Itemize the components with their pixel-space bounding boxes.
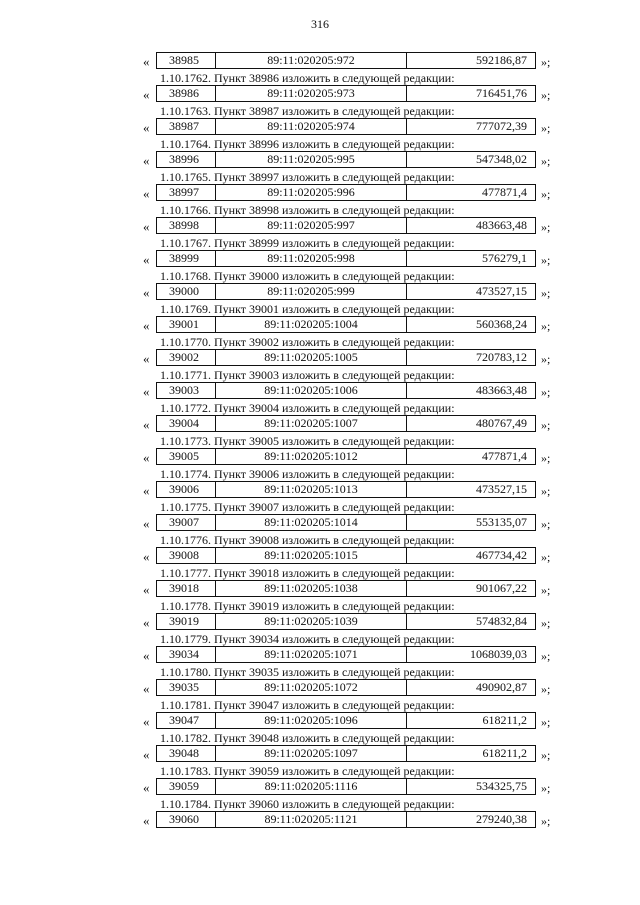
- cadastral-number-cell: 89:11:020205:1004: [216, 317, 407, 332]
- value-cell: 716451,76: [476, 86, 527, 100]
- closing-quote: »;: [541, 286, 551, 300]
- table-cells: [156, 184, 536, 201]
- value-cell: 576279,1: [482, 251, 527, 265]
- table-cells: [156, 481, 536, 498]
- opening-quote: «: [143, 120, 150, 135]
- table-row: [0, 250, 640, 269]
- amendment-instruction: 1.10.1783. Пункт 39059 изложить в следующей редакции:: [160, 764, 455, 778]
- table-cells: [156, 283, 536, 300]
- amendment-instruction: 1.10.1769. Пункт 39001 изложить в следующей редакции:: [160, 302, 455, 316]
- value-cell: 490902,87: [476, 680, 527, 694]
- table-row: [0, 679, 640, 698]
- item-number-cell: 38998: [157, 218, 216, 233]
- table-cells: [156, 217, 536, 234]
- table-cells: [156, 613, 536, 630]
- document-body: [0, 52, 640, 830]
- closing-quote: »;: [541, 715, 551, 729]
- opening-quote: «: [143, 681, 150, 696]
- value-cell: 1068039,03: [470, 647, 527, 661]
- item-number-cell: 38987: [157, 119, 216, 134]
- amendment-instruction: 1.10.1778. Пункт 39019 изложить в следующей редакции:: [160, 599, 455, 613]
- amendment-instruction: 1.10.1764. Пункт 38996 изложить в следующей редакции:: [160, 137, 455, 151]
- value-cell: 467734,42: [476, 548, 527, 562]
- amendment-instruction: 1.10.1770. Пункт 39002 изложить в следующей редакции:: [160, 335, 455, 349]
- table-row: [0, 52, 640, 71]
- value-cell: 473527,15: [476, 284, 527, 298]
- item-number-cell: 38999: [157, 251, 216, 266]
- item-number-cell: 39005: [157, 449, 216, 464]
- opening-quote: «: [143, 582, 150, 597]
- item-number-cell: 39001: [157, 317, 216, 332]
- closing-quote: »;: [541, 418, 551, 432]
- cadastral-number-cell: 89:11:020205:1096: [216, 713, 407, 728]
- cadastral-number-cell: 89:11:020205:974: [216, 119, 407, 134]
- cadastral-number-cell: 89:11:020205:998: [216, 251, 407, 266]
- item-number-cell: 39035: [157, 680, 216, 695]
- value-cell: 777072,39: [476, 119, 527, 133]
- opening-quote: «: [143, 417, 150, 432]
- cadastral-number-cell: 89:11:020205:1116: [216, 779, 407, 794]
- table-cells: [156, 415, 536, 432]
- table-cells: [156, 712, 536, 729]
- table-cells: [156, 448, 536, 465]
- table-cells: [156, 382, 536, 399]
- item-number-cell: 39004: [157, 416, 216, 431]
- amendment-instruction: 1.10.1777. Пункт 39018 изложить в следующей редакции:: [160, 566, 455, 580]
- table-row: [0, 712, 640, 731]
- table-cells: [156, 745, 536, 762]
- opening-quote: «: [143, 516, 150, 531]
- opening-quote: «: [143, 318, 150, 333]
- cadastral-number-cell: 89:11:020205:1005: [216, 350, 407, 365]
- cadastral-number-cell: 89:11:020205:1038: [216, 581, 407, 596]
- item-number-cell: 39047: [157, 713, 216, 728]
- amendment-instruction: 1.10.1782. Пункт 39048 изложить в следующей редакции:: [160, 731, 455, 745]
- item-number-cell: 39007: [157, 515, 216, 530]
- table-row: [0, 316, 640, 335]
- table-row: [0, 547, 640, 566]
- value-cell: 592186,87: [476, 53, 527, 67]
- closing-quote: »;: [541, 583, 551, 597]
- table-row: [0, 85, 640, 104]
- table-cells: [156, 118, 536, 135]
- cadastral-number-cell: 89:11:020205:999: [216, 284, 407, 299]
- closing-quote: »;: [541, 517, 551, 531]
- value-cell: 483663,48: [476, 218, 527, 232]
- amendment-instruction: 1.10.1780. Пункт 39035 изложить в следующей редакции:: [160, 665, 455, 679]
- cadastral-number-cell: 89:11:020205:1012: [216, 449, 407, 464]
- closing-quote: »;: [541, 616, 551, 630]
- opening-quote: «: [143, 450, 150, 465]
- value-cell: 483663,48: [476, 383, 527, 397]
- amendment-instruction: 1.10.1784. Пункт 39060 изложить в следующей редакции:: [160, 797, 455, 811]
- table-row: [0, 151, 640, 170]
- table-row: [0, 778, 640, 797]
- cadastral-number-cell: 89:11:020205:1072: [216, 680, 407, 695]
- opening-quote: «: [143, 87, 150, 102]
- item-number-cell: 39048: [157, 746, 216, 761]
- item-number-cell: 39059: [157, 779, 216, 794]
- amendment-instruction: 1.10.1776. Пункт 39008 изложить в следующей редакции:: [160, 533, 455, 547]
- table-cells: [156, 679, 536, 696]
- table-row: [0, 646, 640, 665]
- item-number-cell: 39000: [157, 284, 216, 299]
- table-row: [0, 217, 640, 236]
- closing-quote: »;: [541, 385, 551, 399]
- closing-quote: »;: [541, 484, 551, 498]
- table-cells: [156, 85, 536, 102]
- closing-quote: »;: [541, 352, 551, 366]
- closing-quote: »;: [541, 649, 551, 663]
- table-cells: [156, 811, 536, 828]
- amendment-instruction: 1.10.1781. Пункт 39047 изложить в следующей редакции:: [160, 698, 455, 712]
- opening-quote: «: [143, 285, 150, 300]
- page-number: 316: [311, 17, 329, 31]
- closing-quote: »;: [541, 154, 551, 168]
- amendment-instruction: 1.10.1772. Пункт 39004 изложить в следующей редакции:: [160, 401, 455, 415]
- value-cell: 553135,07: [476, 515, 527, 529]
- cadastral-number-cell: 89:11:020205:1006: [216, 383, 407, 398]
- closing-quote: »;: [541, 319, 551, 333]
- closing-quote: »;: [541, 220, 551, 234]
- item-number-cell: 39008: [157, 548, 216, 563]
- amendment-instruction: 1.10.1775. Пункт 39007 изложить в следующей редакции:: [160, 500, 455, 514]
- closing-quote: »;: [541, 187, 551, 201]
- amendment-instruction: 1.10.1768. Пункт 39000 изложить в следующей редакции:: [160, 269, 455, 283]
- amendment-instruction: 1.10.1762. Пункт 38986 изложить в следующей редакции:: [160, 71, 455, 85]
- table-row: [0, 514, 640, 533]
- opening-quote: «: [143, 219, 150, 234]
- table-row: [0, 745, 640, 764]
- table-row: [0, 481, 640, 500]
- opening-quote: «: [143, 714, 150, 729]
- table-row: [0, 448, 640, 467]
- item-number-cell: 38997: [157, 185, 216, 200]
- cadastral-number-cell: 89:11:020205:1039: [216, 614, 407, 629]
- cadastral-number-cell: 89:11:020205:972: [216, 53, 407, 68]
- table-row: [0, 349, 640, 368]
- cadastral-number-cell: 89:11:020205:995: [216, 152, 407, 167]
- table-row: [0, 184, 640, 203]
- value-cell: 618211,2: [482, 746, 527, 760]
- item-number-cell: 39003: [157, 383, 216, 398]
- table-cells: [156, 514, 536, 531]
- closing-quote: »;: [541, 550, 551, 564]
- amendment-instruction: 1.10.1773. Пункт 39005 изложить в следующей редакции:: [160, 434, 455, 448]
- amendment-instruction: 1.10.1767. Пункт 38999 изложить в следующей редакции:: [160, 236, 455, 250]
- table-row: [0, 415, 640, 434]
- cadastral-number-cell: 89:11:020205:1013: [216, 482, 407, 497]
- value-cell: 560368,24: [476, 317, 527, 331]
- table-row: [0, 382, 640, 401]
- closing-quote: »;: [541, 814, 551, 828]
- opening-quote: «: [143, 186, 150, 201]
- opening-quote: «: [143, 780, 150, 795]
- value-cell: 480767,49: [476, 416, 527, 430]
- cadastral-number-cell: 89:11:020205:973: [216, 86, 407, 101]
- amendment-instruction: 1.10.1771. Пункт 39003 изложить в следующей редакции:: [160, 368, 455, 382]
- opening-quote: «: [143, 813, 150, 828]
- value-cell: 534325,75: [476, 779, 527, 793]
- opening-quote: «: [143, 615, 150, 630]
- value-cell: 547348,02: [476, 152, 527, 166]
- closing-quote: »;: [541, 781, 551, 795]
- amendment-instruction: 1.10.1763. Пункт 38987 изложить в следующей редакции:: [160, 104, 455, 118]
- opening-quote: «: [143, 351, 150, 366]
- cadastral-number-cell: 89:11:020205:1071: [216, 647, 407, 662]
- cadastral-number-cell: 89:11:020205:996: [216, 185, 407, 200]
- closing-quote: »;: [541, 253, 551, 267]
- opening-quote: «: [143, 747, 150, 762]
- closing-quote: »;: [541, 748, 551, 762]
- opening-quote: «: [143, 483, 150, 498]
- table-cells: [156, 52, 536, 69]
- table-row: [0, 580, 640, 599]
- item-number-cell: 38996: [157, 152, 216, 167]
- item-number-cell: 39019: [157, 614, 216, 629]
- item-number-cell: 38985: [157, 53, 216, 68]
- value-cell: 477871,4: [482, 449, 527, 463]
- item-number-cell: 39002: [157, 350, 216, 365]
- opening-quote: «: [143, 384, 150, 399]
- cadastral-number-cell: 89:11:020205:997: [216, 218, 407, 233]
- opening-quote: «: [143, 54, 150, 69]
- table-cells: [156, 646, 536, 663]
- table-cells: [156, 547, 536, 564]
- closing-quote: »;: [541, 121, 551, 135]
- amendment-instruction: 1.10.1774. Пункт 39006 изложить в следующей редакции:: [160, 467, 455, 481]
- table-row: [0, 283, 640, 302]
- value-cell: 720783,12: [476, 350, 527, 364]
- opening-quote: «: [143, 252, 150, 267]
- cadastral-number-cell: 89:11:020205:1007: [216, 416, 407, 431]
- table-cells: [156, 580, 536, 597]
- cadastral-number-cell: 89:11:020205:1121: [216, 812, 407, 827]
- cadastral-number-cell: 89:11:020205:1014: [216, 515, 407, 530]
- table-cells: [156, 151, 536, 168]
- opening-quote: «: [143, 549, 150, 564]
- opening-quote: «: [143, 153, 150, 168]
- value-cell: 477871,4: [482, 185, 527, 199]
- amendment-instruction: 1.10.1779. Пункт 39034 изложить в следующей редакции:: [160, 632, 455, 646]
- value-cell: 279240,38: [476, 812, 527, 826]
- closing-quote: »;: [541, 88, 551, 102]
- closing-quote: »;: [541, 682, 551, 696]
- opening-quote: «: [143, 648, 150, 663]
- amendment-instruction: 1.10.1765. Пункт 38997 изложить в следующей редакции:: [160, 170, 455, 184]
- closing-quote: »;: [541, 451, 551, 465]
- cadastral-number-cell: 89:11:020205:1097: [216, 746, 407, 761]
- item-number-cell: 38986: [157, 86, 216, 101]
- table-cells: [156, 349, 536, 366]
- closing-quote: »;: [541, 55, 551, 69]
- value-cell: 618211,2: [482, 713, 527, 727]
- item-number-cell: 39006: [157, 482, 216, 497]
- table-row: [0, 118, 640, 137]
- amendment-instruction: 1.10.1766. Пункт 38998 изложить в следующей редакции:: [160, 203, 455, 217]
- item-number-cell: 39034: [157, 647, 216, 662]
- table-cells: [156, 778, 536, 795]
- value-cell: 901067,22: [476, 581, 527, 595]
- value-cell: 473527,15: [476, 482, 527, 496]
- item-number-cell: 39018: [157, 581, 216, 596]
- table-cells: [156, 250, 536, 267]
- table-cells: [156, 316, 536, 333]
- item-number-cell: 39060: [157, 812, 216, 827]
- value-cell: 574832,84: [476, 614, 527, 628]
- table-row: [0, 613, 640, 632]
- cadastral-number-cell: 89:11:020205:1015: [216, 548, 407, 563]
- table-row: [0, 811, 640, 830]
